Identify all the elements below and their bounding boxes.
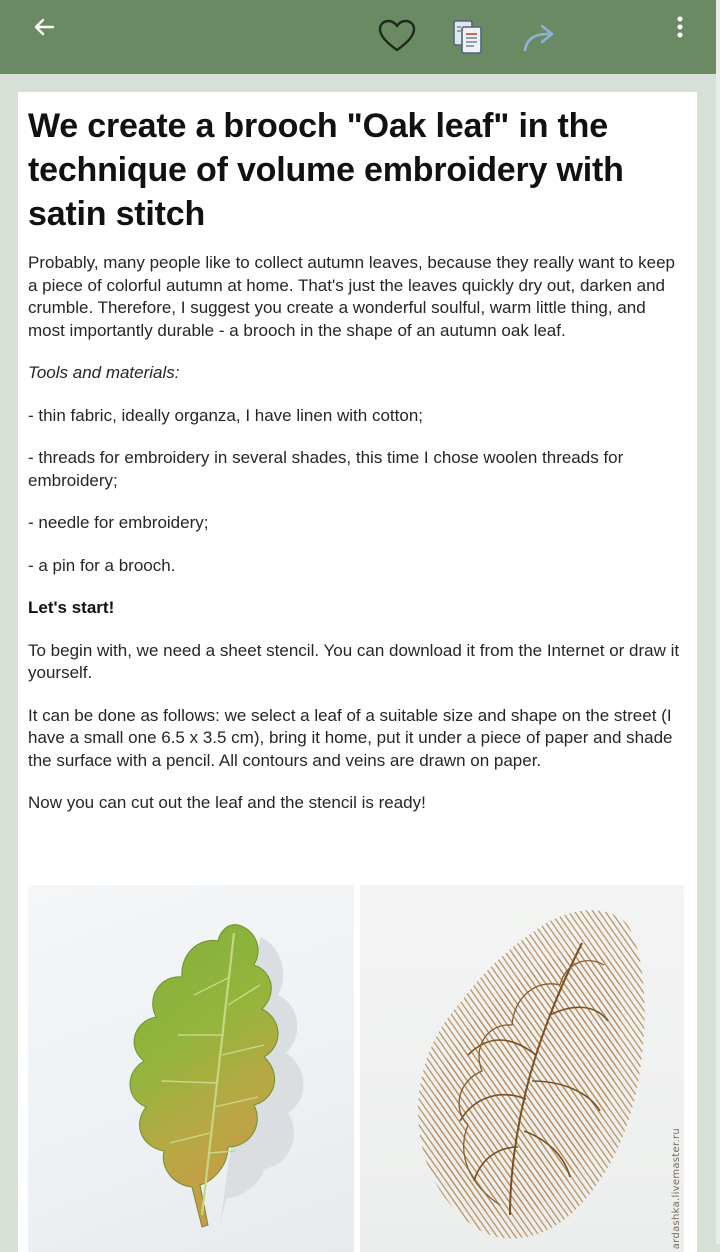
material-item: - thin fabric, ideally organza, I have linen with cotton; <box>28 405 423 425</box>
copy-document-icon <box>452 19 484 55</box>
material-item: - needle for embroidery; <box>28 513 209 532</box>
leaf-rubbing-image <box>360 885 684 1252</box>
article-paragraph: It can be done as follows: we select a leaf of a suitable size and shape on the street (I have a small one 6.5 x 3.5 cm), bring it home, put it under a piece of paper and shade the surface with a pencil. All contours and veins are drawn on paper. <box>28 705 673 770</box>
favorite-button[interactable] <box>372 14 422 58</box>
more-vertical-icon <box>676 15 684 39</box>
article-card <box>18 92 697 1252</box>
heart-icon <box>378 19 416 53</box>
article-content <box>18 92 697 815</box>
tools-heading: Tools and materials: <box>28 363 180 382</box>
oak-leaf-photo <box>28 885 354 1252</box>
scroll-edge <box>716 0 720 1244</box>
share-button[interactable] <box>518 18 562 58</box>
article-intro: Probably, many people like to collect autumn leaves, because they really want to keep a piece of colorful autumn at home. That's just the leaves quickly dry out, darken and crumble. Therefore, I suggest you create a wonderful soulful, warm little thing, and most importantly durable - a brooch in the shape of an autumn oak leaf. <box>28 253 675 340</box>
share-arrow-icon <box>522 23 558 53</box>
oak-leaf-image <box>28 885 354 1252</box>
arrow-left-icon <box>33 18 55 36</box>
leaf-rubbing-photo <box>360 885 684 1252</box>
article-images <box>28 885 684 1252</box>
more-options-button[interactable] <box>664 10 696 44</box>
app-toolbar <box>0 0 716 74</box>
copy-button[interactable] <box>446 14 490 60</box>
image-watermark: ardashka.livemaster.ru <box>671 1127 682 1249</box>
article-paragraph: Now you can cut out the leaf and the stencil is ready! <box>28 793 426 812</box>
article-paragraph: To begin with, we need a sheet stencil. You can download it from the Internet or draw it yourself. <box>28 640 680 682</box>
article-title: We create a brooch "Oak leaf" in the technique of volume embroidery with satin stitch <box>28 107 624 233</box>
material-item: - a pin for a brooch. <box>28 555 176 575</box>
back-button[interactable] <box>22 10 66 44</box>
material-item: - threads for embroidery in several shades, this time I chose woolen threads for embroidery; <box>28 448 624 490</box>
section-heading: Let's start! <box>28 598 115 617</box>
